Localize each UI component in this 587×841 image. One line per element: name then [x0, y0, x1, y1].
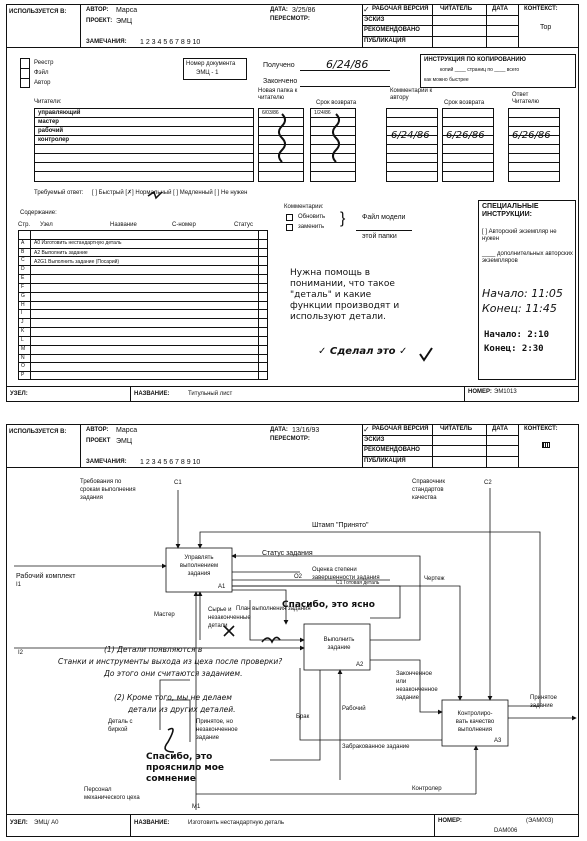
row-letter: M — [21, 345, 26, 352]
extra-copies: ____ дополнительных авторских экземпляров — [482, 251, 573, 264]
thanks-note: Спасибо, это ясно — [282, 600, 375, 610]
note-line: прояснило мое — [146, 763, 225, 773]
reader-row: контролер — [38, 137, 70, 143]
date-b: 1/24/86 — [314, 110, 331, 116]
row-letter: L — [21, 336, 24, 343]
number-label: НОМЕР: — [438, 818, 462, 824]
row-letter: D — [21, 266, 25, 273]
a3-title — [446, 710, 504, 734]
title-value: Изготовить нестандартную деталь — [188, 820, 284, 826]
requirements-label — [80, 478, 136, 502]
rejected-label: Забракованное задание — [342, 744, 410, 750]
done-note: ✓ Сделал это ✓ — [318, 346, 408, 357]
label-line: незаконченное — [196, 727, 238, 733]
note-line: (1) Детали появляются в — [104, 645, 203, 654]
closed-label: Закончено — [263, 78, 298, 85]
node-value: ЭМЦ/ А0 — [34, 820, 59, 826]
reader-header: ЧИТАТЕЛЬ — [440, 426, 473, 432]
label-line: Законченное — [396, 671, 433, 677]
label-line: Персонал — [84, 787, 112, 793]
check-mark: ✓ — [363, 5, 370, 14]
label-line: задание — [396, 695, 419, 701]
label-line: задания — [187, 571, 211, 577]
note-line: До этого они считаются заданием. — [104, 669, 243, 678]
date-e: 6/26/86 — [512, 130, 551, 141]
row-letter: N — [21, 354, 25, 361]
a3-tag: A3 — [494, 738, 502, 744]
i1-tag: I1 — [16, 582, 22, 588]
label-line: Принятое — [530, 695, 557, 701]
label-line: Выполнить — [323, 637, 355, 643]
author-value: Марса — [116, 7, 138, 14]
note-line: Спасибо, это — [146, 752, 213, 762]
date-label: ДАТА: — [270, 7, 288, 13]
status-draft: ЭСКИЗ — [364, 437, 385, 443]
reviewed-label: ПЕРЕСМОТР: — [270, 436, 310, 442]
received-label: Получено — [263, 62, 295, 69]
row-letter: E — [21, 275, 25, 282]
stamp-label: Штамп "Принято" — [312, 522, 369, 529]
label-line: вать качество — [455, 719, 495, 725]
required-reply-label: Требуемый ответ: — [34, 190, 84, 196]
row-letter: H — [21, 301, 25, 308]
copy-line: копий ____ страниц по ____ всего — [440, 67, 520, 73]
work-set-label: Рабочий комплект — [16, 573, 76, 580]
reader-row: мастер — [38, 119, 59, 125]
role-file[interactable]: Фэйл — [34, 70, 49, 76]
copy-option: как можно быстрее — [424, 77, 469, 83]
project-value: ЭМЦ — [116, 18, 133, 25]
label-line: задания — [80, 495, 103, 501]
content-row: А2G1 Выполнить задание (Посарий) — [34, 259, 120, 265]
author-label: АВТОР: — [86, 427, 109, 433]
note-line: Станки и инструменты выхода из цеха после проверки? — [58, 657, 283, 666]
remarks-label: ЗАМЕЧАНИЯ: — [86, 39, 127, 45]
row-letter: A — [21, 239, 25, 246]
help-line: Нужна помощь в — [290, 268, 371, 278]
number-value: ЭМ1013 — [494, 389, 517, 395]
label-line: механического цеха — [84, 795, 140, 801]
defect-label: Брак — [296, 714, 310, 720]
worker-label: Рабочий — [342, 706, 366, 712]
number-value: (ЭАМ003) — [526, 818, 554, 824]
date-c: 6/24/86 — [391, 130, 430, 141]
quality-standards-label — [412, 478, 445, 502]
label-line: Управлять — [184, 555, 214, 561]
number-label: НОМЕР: — [468, 389, 492, 395]
remarks-label: ЗАМЕЧАНИЯ: — [86, 459, 127, 465]
label-line: Деталь с — [108, 719, 133, 725]
label-line: незаконченные — [208, 615, 251, 621]
date-header: ДАТА — [492, 6, 508, 12]
a2-title — [312, 636, 366, 652]
label-line: задание — [327, 645, 351, 651]
row-letter: C — [21, 257, 25, 264]
help-line: функции производят и — [290, 301, 400, 311]
used-at-label: ИСПОЛЬЗУЕТСЯ В: — [9, 9, 67, 15]
task-status-label: Статус задания — [262, 550, 313, 557]
i2-tag: I2 — [18, 650, 24, 656]
number-value-2: DAM006 — [494, 828, 518, 834]
project-value: ЭМЦ — [116, 438, 133, 445]
comments-label: Комментарии: — [284, 204, 324, 210]
date-d: 6/26/86 — [446, 130, 485, 141]
label-line: задание — [196, 735, 219, 741]
finished-task-label — [396, 670, 438, 702]
c2-tag: C2 — [484, 480, 492, 486]
status-publication: ПУБЛИКАЦИЯ — [364, 38, 406, 44]
used-at-label: ИСПОЛЬЗУЕТСЯ В: — [9, 429, 67, 435]
author-copy[interactable]: [ ] Авторский экземпляр не нужен — [482, 229, 557, 242]
label-line: Справочник — [412, 479, 445, 485]
label-line: или — [396, 679, 407, 685]
a2-tag: A2 — [356, 662, 364, 668]
help-line: используют детали. — [290, 312, 387, 322]
master-label: Мастер — [154, 612, 175, 618]
row-letter: F — [21, 283, 25, 290]
label-line: стандартов — [412, 487, 444, 493]
col-status: Статус — [234, 222, 253, 228]
end-time-2: Конец: 2:30 — [484, 344, 544, 354]
label-line: выполнения — [457, 727, 493, 733]
role-author[interactable]: Автор — [34, 80, 51, 86]
m1-tag: M1 — [192, 804, 201, 810]
date-header: ДАТА — [492, 426, 508, 432]
col-cnum: С-номер — [172, 222, 196, 228]
copy-instruction-title: ИНСТРУКЦИЯ ПО КОПИРОВАНИЮ — [424, 57, 526, 63]
label-line: Принятое, но — [196, 719, 233, 725]
start-time-2: Начало: 2:10 — [484, 330, 550, 340]
context-label: КОНТЕКСТ: — [524, 6, 558, 12]
row-letter: O — [21, 363, 25, 370]
ready-part-label: C1 Готовая деталь — [336, 580, 380, 586]
label-line: Контролиро- — [457, 711, 493, 717]
label-line: задание — [530, 703, 553, 709]
reviewed-label: ПЕРЕСМОТР: — [270, 16, 310, 22]
author-value: Марса — [116, 427, 138, 434]
row-letter: B — [21, 248, 25, 255]
role-registry[interactable]: Реестр — [34, 60, 54, 66]
doc-number-value: ЭМЦ - 1 — [196, 70, 219, 76]
doc-number-label: Номер документа — [186, 61, 236, 67]
author-label: АВТОР: — [86, 7, 109, 13]
return-date2-header: Срок возврата — [444, 100, 485, 106]
note-2 — [114, 692, 236, 716]
note-line: (2) Кроме того, мы не делаем — [114, 693, 232, 702]
status-recommended: РЕКОМЕНДОВАНО — [364, 447, 420, 453]
status-publication: ПУБЛИКАЦИЯ — [364, 458, 406, 464]
row-letter: P — [21, 372, 25, 379]
plan-label: План выполнения задания — [236, 606, 311, 612]
context-value: Top — [540, 24, 552, 31]
help-line: "деталь" и какие — [290, 290, 372, 300]
note-1 — [58, 644, 282, 680]
node-label: УЗЕЛ: — [10, 820, 28, 826]
col-node: Узел — [40, 222, 53, 228]
accepted-unfinished-label — [196, 718, 238, 742]
label-line: выполнением — [179, 563, 219, 569]
label-line: срокам выполнения — [80, 487, 136, 493]
row-letter: G — [21, 292, 25, 299]
status-recommended: РЕКОМЕНДОВАНО — [364, 27, 420, 33]
row-letter: J — [21, 319, 24, 326]
o2-tag: O2 — [294, 574, 303, 580]
drawing-label: Чертеж — [424, 576, 445, 582]
update-label: Обновить — [298, 214, 326, 220]
date-label: ДАТА: — [270, 427, 288, 433]
replace-label: заменить — [298, 224, 325, 230]
staff-label — [84, 786, 140, 802]
readers-label: Читатели: — [34, 99, 62, 105]
tagged-part-label — [108, 718, 133, 734]
title-label: НАЗВАНИЕ: — [134, 820, 170, 826]
note-line: детали из других деталей. — [128, 705, 236, 714]
return-date-header: Срок возврата — [316, 100, 357, 106]
brace: } — [340, 210, 346, 227]
content-row: А2 Выполнить задание — [34, 250, 88, 256]
remarks-numbers: 1 2 3 4 5 6 7 8 9 10 — [140, 39, 201, 46]
remarks-numbers: 1 2 3 4 5 6 7 8 9 10 — [140, 459, 201, 466]
status-working: РАБОЧАЯ ВЕРСИЯ — [372, 6, 429, 12]
help-line: понимании, что такое — [290, 279, 395, 289]
label-line: Сырье и — [208, 607, 232, 613]
start-time-1: Начало: 11:05 — [482, 287, 563, 300]
thanks-note-2 — [146, 752, 224, 785]
reply-header: Ответ Читателю — [512, 92, 540, 105]
reader-header: ЧИТАТЕЛЬ — [440, 6, 473, 12]
project-label: ПРОЕКТ: — [86, 18, 113, 24]
reader-row: управляющий — [38, 110, 81, 116]
project-label: ПРОЕКТ — [86, 438, 111, 444]
label-line: Оценка степени — [312, 567, 357, 573]
raw-materials-label — [208, 606, 251, 630]
label-line: детали — [208, 623, 228, 629]
label-line: биркой — [108, 727, 128, 733]
status-draft: ЭСКИЗ — [364, 17, 385, 23]
date-a: 6/03/86 — [262, 110, 279, 116]
comment-header: Комментарий к автору — [390, 88, 433, 101]
accepted-label — [530, 694, 557, 710]
title-value: Титульный лист — [188, 391, 233, 397]
reader-row: рабочий — [38, 128, 64, 134]
date-value: 13/16/93 — [292, 427, 320, 434]
received-value: 6/24/86 — [326, 58, 369, 71]
c1-tag: C1 — [174, 480, 182, 486]
a1-tag: A1 — [218, 584, 226, 590]
special-title: СПЕЦИАЛЬНЫЕ ИНСТРУКЦИИ: — [482, 203, 539, 218]
col-page: Стр. — [18, 222, 31, 228]
status-working: РАБОЧАЯ ВЕРСИЯ — [372, 426, 429, 432]
this-folder: этой папки — [362, 233, 397, 240]
new-package-header: Новая папка к читателю — [258, 88, 298, 101]
controller-label: Контролер — [412, 786, 442, 792]
date-value: 3/25/86 — [292, 7, 316, 14]
title-label: НАЗВАНИЕ: — [134, 391, 170, 397]
note-line: сомнение — [146, 774, 196, 784]
reply-options[interactable]: [ ] Быстрый [✗] Нормальный [ ] Медленный [ ] Не нужен — [92, 190, 248, 196]
col-name: Название — [110, 222, 137, 228]
node-label: УЗЕЛ: — [10, 391, 28, 397]
a1-title — [172, 554, 226, 578]
contents-label: Содержание: — [20, 210, 57, 216]
context-label: КОНТЕКСТ: — [524, 426, 558, 432]
label-line: Требования по — [80, 479, 122, 485]
check-mark: ✓ — [363, 425, 370, 434]
content-row: А0 Изготовить нестандартную деталь — [34, 240, 122, 246]
row-letter: K — [21, 328, 25, 335]
label-line: завершенности задания — [312, 575, 380, 581]
label-line: качества — [412, 495, 437, 501]
row-letter: I — [21, 310, 23, 317]
label-line: незаконченное — [396, 687, 438, 693]
model-file: Файл модели — [362, 214, 406, 221]
end-time-1: Конец: 11:45 — [482, 302, 557, 315]
